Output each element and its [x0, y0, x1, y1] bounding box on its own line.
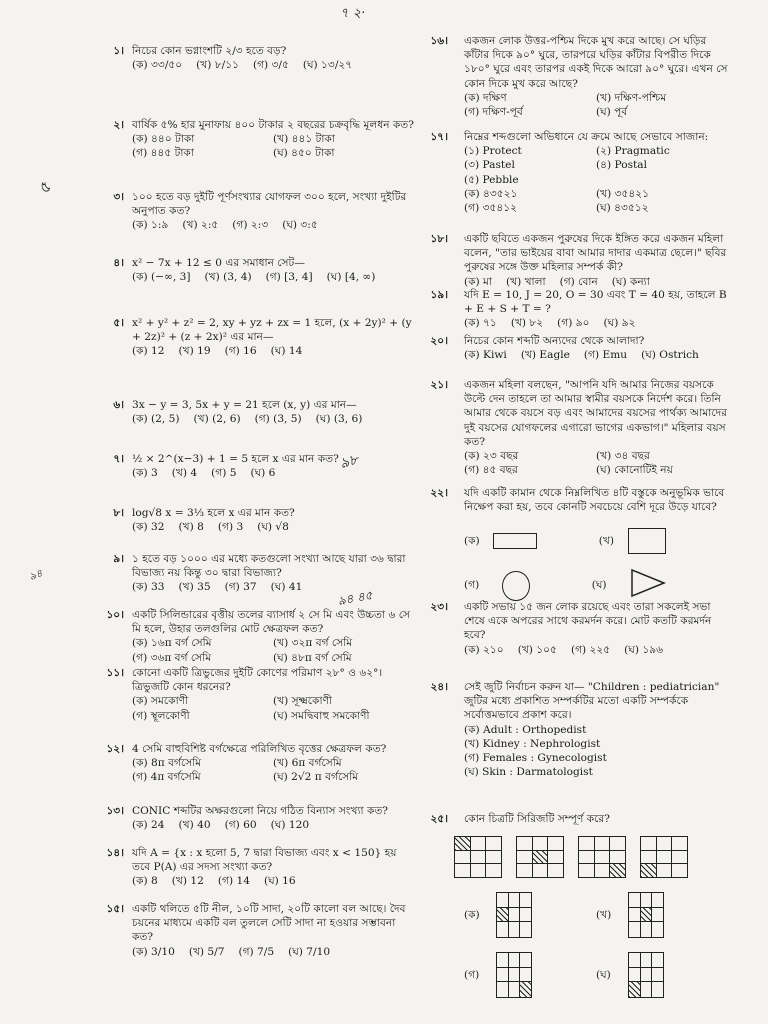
- question-number: ১৩।: [106, 805, 124, 817]
- question-number: ২৩।: [430, 601, 448, 613]
- question-item: [96, 666, 414, 723]
- option: (ক) ৭১: [464, 317, 497, 330]
- option: (ঘ) Skin : Darmatologist: [464, 766, 593, 779]
- options-row: [464, 144, 728, 158]
- option: (গ) 3: [217, 521, 244, 534]
- option: (গ) স্থূলকোণী: [132, 709, 190, 722]
- option: (ক) (2, 5): [132, 413, 180, 426]
- options-row: [464, 173, 728, 187]
- options-row: [132, 466, 414, 480]
- option: (খ) 6π বর্গসেমি: [273, 757, 342, 770]
- option-label: (ক): [464, 909, 480, 922]
- question-item: [96, 506, 414, 534]
- question-item: [96, 190, 414, 233]
- options-row: [132, 756, 414, 770]
- option: (ঘ) পূর্ব: [596, 106, 628, 119]
- options-row: [132, 132, 414, 146]
- options-row: [132, 520, 414, 534]
- question-stem: একটি থলিতে ৫টি নীল, ১০টি সাদা, ২০টি কালো বল আছে। দৈব চয়নের মাধ্যমে একটি বল তুললে সেটি সাদা না হওয়ার সম্ভাবনা কত?: [132, 903, 406, 944]
- options-list: [132, 58, 414, 72]
- question-item: [96, 256, 414, 284]
- options-list: [464, 91, 728, 119]
- options-row: [132, 694, 414, 708]
- option: (গ) 7/5: [238, 945, 275, 958]
- options-list: [132, 270, 414, 284]
- question-number: ১০।: [106, 609, 124, 621]
- options-list: [132, 466, 414, 480]
- option: (খ) 4: [171, 467, 198, 480]
- option: (খ) ১০৫: [517, 643, 557, 656]
- option: (খ) 8: [178, 521, 204, 534]
- triangle-shape: [630, 568, 666, 602]
- series-figure: [640, 836, 688, 878]
- answer-figure: [628, 892, 664, 938]
- option: (ক) 8: [132, 875, 158, 888]
- options-list: [132, 520, 414, 534]
- option: (১) Protect: [464, 145, 522, 158]
- answer-row: [464, 892, 728, 938]
- option: (৩) Pastel: [464, 159, 515, 172]
- question-number: ২২।: [430, 487, 448, 499]
- options-row: [132, 412, 414, 426]
- options-row: [464, 158, 728, 172]
- options-list: [132, 636, 414, 664]
- options-list: [132, 132, 414, 160]
- options-row: [464, 348, 728, 362]
- question-item: [96, 608, 414, 665]
- question-number: ২।: [113, 119, 124, 131]
- answer-figure: [628, 952, 664, 998]
- option: (ঘ) সমদ্বিবাহু সমকোণী: [273, 709, 370, 722]
- option: (ক) ১৬π বর্গ সেমি: [132, 637, 212, 650]
- question-stem: ½ × 2^(x−3) + 1 = 5 হলে x এর মান কত?: [132, 453, 339, 465]
- question-number: ২৫।: [430, 813, 448, 825]
- question-item: [96, 398, 414, 426]
- options-row: [132, 636, 414, 650]
- option: (গ) বোন: [559, 275, 598, 288]
- answer-figure: [496, 952, 532, 998]
- options-list: [132, 694, 414, 722]
- question-stem: যদি E = 10, J = 20, O = 30 এবং T = 40 হয়, তাহলে B + E + S + T = ?: [464, 289, 727, 316]
- options-row: [132, 270, 414, 284]
- handwritten-note: ৯৪ ৪৫: [336, 588, 374, 608]
- options-list: [464, 275, 728, 289]
- option: (খ) 40: [178, 819, 211, 832]
- question-item: [96, 742, 414, 785]
- options-row: [132, 218, 414, 232]
- question-number: ৩।: [113, 191, 124, 203]
- option: (খ) ৮২: [510, 317, 544, 330]
- question-number: ১৬।: [430, 35, 448, 47]
- option: (ক) দক্ষিণ: [464, 91, 507, 104]
- option: (ক) মা: [464, 275, 492, 288]
- question-item: [428, 288, 728, 331]
- question-item: [428, 812, 728, 998]
- question-item: [428, 378, 728, 477]
- option: (ক) (−∞, 3]: [132, 271, 191, 284]
- options-row: [132, 818, 414, 832]
- options-row: [464, 643, 728, 657]
- option: (ক) Kiwi: [464, 349, 507, 362]
- option: (খ) ৪৪১ টাকা: [273, 133, 335, 146]
- question-stem: নিচের কোন শব্দটি অন্যদের থেকে আলাদা?: [464, 335, 645, 347]
- question-stem: ১ হতে বড় ১০০০ এর মধ্যে কতগুলো সংখ্যা আছে যারা ৩৬ দ্বারা বিভাজ্য নয় কিন্তু ৩০ দ্বারা বিভাজ্য?: [132, 553, 406, 580]
- option: (ক) 3/10: [132, 945, 175, 958]
- question-item: [428, 680, 728, 779]
- option: (ক) 24: [132, 819, 165, 832]
- question-number: ২০।: [430, 335, 448, 347]
- option-label: (ক): [464, 535, 480, 548]
- option: (খ) দক্ষিণ-পশ্চিম: [596, 91, 667, 104]
- options-row: [132, 945, 414, 959]
- question-item: [96, 804, 414, 832]
- question-stem: সেই জুটি নির্বাচন করুন যা— "Children : pediatrician" জুটির মধ্যে প্রকাশিত সম্পর্কটির মতো একটি সম্পর্ককে সর্বোত্তমভাবে প্রকাশ করে।: [464, 681, 720, 722]
- circle-shape: [502, 571, 530, 601]
- question-number: ১১।: [106, 667, 124, 679]
- option: (খ) 35: [178, 581, 211, 594]
- option: (খ) ৩২π বর্গ সেমি: [273, 637, 353, 650]
- question-number: ১৫।: [106, 903, 124, 915]
- question-number: ৫।: [113, 317, 124, 329]
- option: (ঘ) 120: [270, 819, 310, 832]
- question-number: ২৪।: [430, 681, 448, 693]
- options-row: [132, 709, 414, 723]
- option: (গ) 16: [224, 345, 257, 358]
- options-row: [464, 187, 728, 201]
- option: (ঘ) Ostrich: [641, 349, 699, 362]
- question-item: [428, 600, 728, 657]
- option: (গ) 4π বর্গসেমি: [132, 771, 201, 784]
- question-item: [428, 232, 728, 289]
- question-item: [96, 44, 414, 72]
- question-number: ৭।: [113, 453, 124, 465]
- options-list: [132, 218, 414, 232]
- answer-row: [464, 952, 728, 998]
- question-item: [96, 846, 414, 889]
- options-row: [132, 146, 414, 160]
- question-stem: নিচের কোন ভগ্নাংশটি ২/৩ হতে বড়?: [132, 45, 287, 57]
- shape-row: [464, 568, 728, 602]
- options-row: [132, 874, 414, 888]
- question-stem: কোন চিত্রটি সিরিজটি সম্পূর্ণ করে?: [464, 813, 610, 825]
- option: (ঘ) ১৯৬: [624, 643, 663, 656]
- option: (ঘ) কোনোটিই নয়: [596, 464, 673, 477]
- option-label: (খ): [596, 909, 612, 922]
- series-row: [454, 836, 728, 878]
- question-stem: বার্ষিক ৫% হার মুনাফায় ৪০০ টাকার ২ বছরের চক্রবৃদ্ধি মূলধন কত?: [132, 119, 414, 131]
- option: (খ) সূক্ষ্মকোণী: [273, 695, 332, 708]
- answer-figure: [496, 892, 532, 938]
- option: (গ) ৪৫ বছর: [464, 464, 518, 477]
- option: (ঘ) ৪৮π বর্গ সেমি: [273, 651, 352, 664]
- options-list: [132, 945, 414, 959]
- options-list: [464, 723, 728, 780]
- question-item: [96, 118, 414, 161]
- option: (খ) 12: [171, 875, 204, 888]
- option-label: (খ): [598, 535, 614, 548]
- question-number: ৪।: [113, 257, 124, 269]
- option: (ক) ৩৩/৫০: [132, 59, 183, 72]
- option-label: (ঘ): [596, 969, 611, 982]
- option: (গ) ৯০: [557, 317, 590, 330]
- option: (ঘ) ৪৩৫১২: [596, 202, 649, 215]
- option: (৪) Postal: [596, 159, 647, 172]
- options-row: [464, 463, 728, 477]
- option: (ক) সমকোণী: [132, 695, 189, 708]
- option: (গ) ৩/৫: [252, 59, 289, 72]
- question-stem: 3x − y = 3, 5x + y = 21 হলে (x, y) এর মান—: [132, 399, 357, 411]
- option: (গ) Emu: [583, 349, 628, 362]
- options-list: [464, 348, 728, 362]
- option: (ঘ) (3, 6): [315, 413, 363, 426]
- option: (ক) 33: [132, 581, 165, 594]
- option: (২) Pragmatic: [596, 145, 670, 158]
- option: (ঘ) ৪৫০ টাকা: [273, 147, 335, 160]
- question-number: ২১।: [430, 379, 448, 391]
- series-figure: [516, 836, 564, 878]
- option-label: (গ): [464, 579, 480, 592]
- top-handwriting: ৭ ২·: [340, 6, 366, 21]
- option: (ঘ) 14: [270, 345, 303, 358]
- option: (ক) ১:৯: [132, 219, 169, 232]
- options-list: [464, 316, 728, 330]
- option: (গ) ৪৪৫ টাকা: [132, 147, 194, 160]
- option: (ঘ) [4, ∞): [326, 271, 376, 284]
- question-number: ৮।: [113, 507, 124, 519]
- option: (ঘ) √8: [257, 521, 289, 534]
- option: (গ) ২২৫: [570, 643, 611, 656]
- option: (গ) [3, 4]: [265, 271, 313, 284]
- option: (খ) Kidney : Nephrologist: [464, 737, 601, 750]
- options-row: [132, 344, 414, 358]
- question-stem: log√8 x = 3⅓ হলে x এর মান কত?: [132, 507, 295, 519]
- question-stem: x² + y² + z² = 2, xy + yz + zx = 1 হলে, (x + 2y)² + (y + 2z)² + (z + 2x)² এর মান—: [132, 317, 412, 344]
- question-stem: যদি A = {x : x হলো 5, 7 দ্বারা বিভাজ্য এবং x < 150} হয় তবে P(A) এর সদস্য সংখ্যা কত?: [132, 847, 397, 874]
- question-stem: নিম্নের শব্দগুলো অভিধানে যে ক্রমে আছে সেভাবে সাজান:: [464, 131, 709, 143]
- options-row: [464, 91, 728, 105]
- question-number: ৯।: [113, 553, 124, 565]
- option: (ক) 3: [132, 467, 158, 480]
- option: (ঘ) ৩:৫: [282, 219, 318, 232]
- question-number: ৬।: [113, 399, 124, 411]
- option: (গ) 14: [217, 875, 250, 888]
- question-stem: 4 সেমি বাহুবিশিষ্ট বর্গক্ষেত্রে পরিলিখিত বৃত্তের ক্ষেত্রফল কত?: [132, 743, 387, 755]
- option: (খ) (2, 6): [193, 413, 241, 426]
- question-item: [428, 334, 728, 362]
- shape-row: [464, 528, 728, 554]
- options-row: [464, 105, 728, 119]
- question-item: [428, 34, 728, 119]
- option: (গ) 37: [224, 581, 257, 594]
- question-stem: CONIC শব্দটির অক্ষরগুলো নিয়ে গঠিত বিন্যাস সংখ্যা কত?: [132, 805, 388, 817]
- handwritten-note: ৯৮: [338, 451, 360, 473]
- option: (গ) ৩৬π বর্গ সেমি: [132, 651, 212, 664]
- question-number: ১৮।: [430, 233, 448, 245]
- option: (ক) ২৩ বছর: [464, 450, 519, 463]
- options-row: [132, 651, 414, 665]
- box-shape: [628, 528, 666, 554]
- question-item: [96, 902, 414, 959]
- option: (খ) Eagle: [520, 349, 570, 362]
- option: [596, 173, 728, 187]
- question-number: ১।: [113, 45, 124, 57]
- handwritten-note: ৯৪: [28, 568, 45, 583]
- question-stem: ১০০ হতে বড় দুইটি পূর্ণসংখ্যার যোগফল ৩০০ হলে, সংখ্যা দুইটির অনুপাত কত?: [132, 191, 407, 218]
- question-stem: একটি সভায় ১৫ জন লোক রয়েছে এবং তারা সকলেই সভা শেষে একে অপরের সাথে করমর্দন করে। মোট কতটি করমর্দন হবে?: [464, 601, 712, 642]
- question-stem: যদি একটি কামান থেকে নিম্নলিখিত ৪টি বস্তুকে অনুভূমিক ভাবে নিক্ষেপ করা হয়, তবে কোনটি সবচেয়ে বেশি দূরে উড়ে যাবে?: [464, 487, 725, 514]
- option: (খ) ৮/১১: [196, 59, 239, 72]
- options-row: [464, 201, 728, 215]
- options-list: [132, 344, 414, 358]
- option: (ঘ) 6: [250, 467, 276, 480]
- question-stem: একটি সিলিন্ডারের বৃত্তীয় তলের ব্যাসার্ধ ২ সে মি এবং উচ্চতা ৬ সে মি হলে, উহার তলগুলির মোট ক্ষেত্রফল কত?: [132, 609, 410, 636]
- option: (খ) খালা: [506, 275, 546, 288]
- question-number: ১৪।: [106, 847, 124, 859]
- option: (গ) ৩৫৪১২: [464, 202, 517, 215]
- option-label: (ঘ): [591, 579, 607, 592]
- option: (গ) 5: [211, 467, 237, 480]
- option: (খ) ৩৫৪২১: [596, 187, 649, 200]
- options-list: [132, 818, 414, 832]
- question-item: [428, 130, 728, 215]
- option: (ঘ) 7/10: [288, 945, 331, 958]
- question-item: [96, 316, 414, 359]
- options-row: [464, 275, 728, 289]
- option: (খ) (3, 4): [204, 271, 252, 284]
- option: (গ) 60: [224, 819, 257, 832]
- option: (ঘ) 41: [270, 581, 303, 594]
- option: (ঘ) ৯২: [603, 317, 636, 330]
- question-stem: একজন লোক উত্তর-পশ্চিম দিকে মুখ করে আছে। সে ঘড়ির কাঁটার দিকে ৯০° ঘুরে, তারপরে ঘড়ির কাঁটার বিপরীত দিকে ১৮০° ঘুরে এবং তারপর একই দিকে আরো ৯০° ঘুরে। এখন সে কোন দিকে মুখ করে আছে?: [464, 35, 728, 90]
- handwritten-note: ৫: [33, 178, 56, 198]
- rectangle-shape: [493, 533, 537, 549]
- option: (ক) 12: [132, 345, 165, 358]
- question-stem: একজন মহিলা বলছেন, "আপনি যদি আমার নিজের বয়সকে উল্টে দেন তাহলে তা আমার স্বামীর বয়সকে নির্দেশ করে। তিনি আমার থেকে বয়সে বড় এবং আমাদের বয়সের পার্থক্য আমাদের দুই বয়সের যোগফলের এগারো ভাগের একভাগ।" মহিলার বয়স কত?: [464, 379, 728, 448]
- question-item: [428, 486, 728, 603]
- option-label: (গ): [464, 969, 480, 982]
- question-stem: x² − 7x + 12 ≤ 0 এর সমাধান সেট—: [132, 257, 305, 269]
- option: (খ) ২:৫: [182, 219, 219, 232]
- question-number: ১২।: [106, 743, 124, 755]
- option: (খ) ৩৪ বছর: [596, 450, 650, 463]
- option: (ক) ৪৩৫২১: [464, 187, 518, 200]
- option: (ঘ) কন্যা: [611, 275, 650, 288]
- question-number: ১৭।: [430, 131, 448, 143]
- options-row: [132, 58, 414, 72]
- option: (ঘ) ১৩/২৭: [302, 59, 353, 72]
- option: (গ) Females : Gynecologist: [464, 752, 607, 765]
- option: (ঘ) 16: [263, 875, 296, 888]
- series-figure: [454, 836, 502, 878]
- options-list: [132, 874, 414, 888]
- option: (ঘ) 2√2 π বর্গসেমি: [273, 771, 359, 784]
- options-list: [464, 449, 728, 477]
- options-list: [464, 643, 728, 657]
- question-number: ১৯।: [430, 289, 448, 301]
- option: (গ) (3, 5): [254, 413, 302, 426]
- option: (গ) দক্ষিণ-পূর্ব: [464, 106, 523, 119]
- option: (খ) 5/7: [188, 945, 225, 958]
- options-list: [464, 144, 728, 215]
- option: (ক) 32: [132, 521, 165, 534]
- question-stem: একটি ছবিতে একজন পুরুষের দিকে ইঙ্গিত করে একজন মহিলা বলেন, "তার ভাইয়ের বাবা আমার দাদার একমাত্র ছেলে।" ছবির পুরুষের সঙ্গে উক্ত মহিলার সম্পর্ক কী?: [464, 233, 727, 274]
- option: (৫) Pebble: [464, 173, 519, 186]
- series-figure: [578, 836, 626, 878]
- option: (ক) 8π বর্গসেমি: [132, 757, 202, 770]
- question-stem: কোনো একটি ত্রিভুজের দুইটি কোণের পরিমাণ ২৮° ও ৬২°। ত্রিভুজটি কোন ধরনের?: [132, 667, 383, 694]
- option: (ক) Adult : Orthopedist: [464, 723, 587, 736]
- option: (গ) ২:৩: [232, 219, 269, 232]
- options-row: [132, 770, 414, 784]
- option: (খ) 19: [178, 345, 211, 358]
- question-item: [96, 452, 414, 480]
- option: (ক) ৪৪০ টাকা: [132, 133, 195, 146]
- options-row: [464, 316, 728, 330]
- options-list: [132, 756, 414, 784]
- option: (ক) ২১০: [464, 643, 504, 656]
- options-list: [132, 412, 414, 426]
- options-row: [464, 449, 728, 463]
